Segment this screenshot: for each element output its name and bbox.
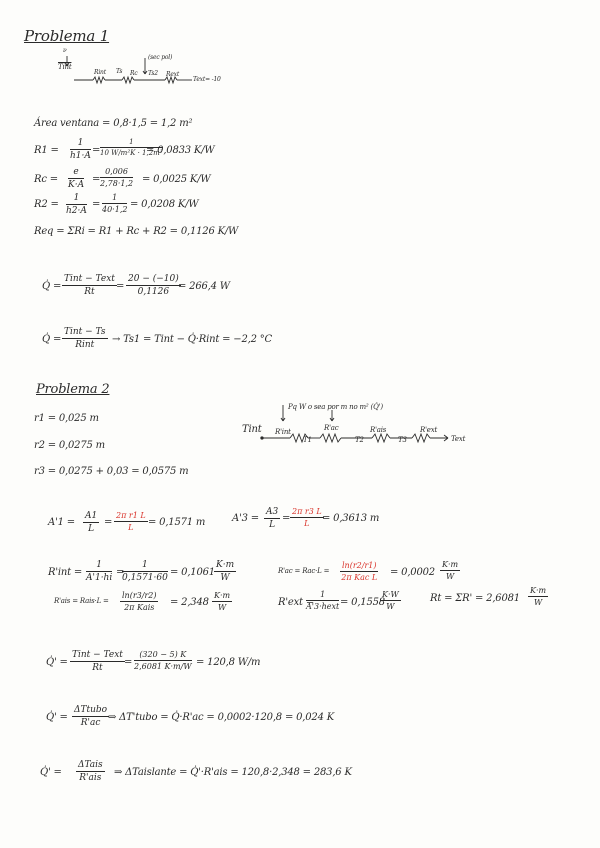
circuit-1-q-in: ν — [63, 47, 67, 54]
p2-a3-substitution: $\frac{\text{2π r3 L}}{L}$ — [292, 507, 322, 528]
p1-r1-formula: $\frac{1}{h1\cdot A}$ — [70, 138, 91, 161]
p2-rint-label: R'int = — [48, 567, 83, 578]
p2-r2: r2 = 0,0275 m — [34, 440, 105, 451]
p2-q-formula: Tint − Text Rt — [72, 650, 123, 673]
p1-rc-substitution: $\frac{0,006}{2,78\cdot 1,2}$ — [100, 167, 134, 188]
p2-rext-formula: 1 A'3·hext — [306, 590, 340, 611]
circuit-2-node-rais: R'ais — [370, 426, 387, 434]
p1-q2-result: → Ts1 = Tint − Q̇·Rint = −2,2 °C — [112, 334, 273, 345]
p1-rc-label: Rc = — [34, 174, 58, 185]
p1-q2-formula: Tint − Ts Rint — [64, 327, 106, 350]
circuit-2-node-rint: R'int — [275, 428, 291, 436]
p2-q3-label: Q̇' = — [40, 767, 62, 778]
p2-rext-unit: $\frac{K\cdot W}{W}$ — [382, 590, 399, 611]
p2-q-value: = 120,8 W/m — [196, 657, 261, 668]
p1-q-value: = 266,4 W — [178, 281, 230, 292]
p2-rint-unit: $\frac{K\cdot m}{W}$ — [216, 560, 235, 583]
p2-rac-unit: $\frac{K\cdot m}{W}$ — [442, 560, 459, 581]
p2-rac-formula: ln(r2/r1) 2π Kac L — [341, 561, 378, 582]
p2-a3-value: = 0,3613 m — [322, 513, 380, 524]
p2-q3-formula: ΔTais R'ais — [78, 760, 103, 783]
p2-a1-value: = 0,1571 m — [148, 517, 206, 528]
circuit-1-node-rext: Rext — [166, 71, 180, 78]
p1-q-label: Q̇ = — [42, 281, 62, 292]
p2-a1-label: A'1 = — [48, 517, 75, 528]
p2-rt: Rt = ΣR' = 2,6081 — [430, 593, 520, 604]
circuit-1-node-ts: Ts — [116, 68, 123, 75]
p2-q3-result: ⇒ ΔTaislante = Q̇'·R'ais = 120,8·2,348 = 283,6 K — [114, 767, 352, 778]
p2-rais-value: = 2,348 — [170, 597, 209, 608]
p2-rt-unit: $\frac{K\cdot m}{W}$ — [530, 586, 547, 607]
circuit-2-node-t3: T3 — [398, 436, 407, 444]
circuit-2-t-int: Tint — [242, 424, 262, 435]
p2-rint-substitution: $\frac{1}{0,1571\cdot 60}$ — [122, 560, 168, 583]
p1-r2-formula: $\frac{1}{h2\cdot A}$ — [66, 193, 87, 216]
circuit-2-t-ext: Text — [451, 435, 466, 443]
circuit-1-node-rc: Rc — [130, 70, 138, 77]
p2-r1: r1 = 0,025 m — [34, 413, 99, 424]
p2-rint-formula: $\frac{1}{A'1\cdot hi}$ — [86, 560, 113, 583]
p2-q2-label: Q̇' = — [46, 712, 68, 723]
problem-2-title: Problema 2 — [36, 382, 110, 397]
p2-rac-label: R'ac = Rac·L = — [278, 567, 330, 575]
circuit-1-t-ext: Text= -10 — [193, 76, 221, 83]
circuit-1-node-ts2: Ts2 — [148, 70, 158, 77]
p2-rais-label: R'ais = Rais·L = — [54, 597, 109, 605]
circuit-2-node-t2: T2 — [355, 436, 364, 444]
p2-rext-value: = 0,1558 — [340, 597, 385, 608]
p2-rais-formula: ln(r3/r2) 2π Kais — [122, 591, 157, 612]
p2-q-label: Q̇' = — [46, 657, 68, 668]
p2-rint-value: = 0,1061 — [170, 567, 215, 578]
p1-rc-formula: $\frac{e}{K\cdot A}$ — [68, 167, 85, 190]
p1-req: Req = ΣRi = R1 + Rc + R2 = 0,1126 K/W — [34, 226, 239, 237]
p1-r2-label: R2 = — [34, 199, 59, 210]
p2-q2-result: ⇒ ΔT'tubo = Q̇·R'ac = 0,0002·120,8 = 0,024 K — [108, 712, 334, 723]
p1-rc-value: = 0,0025 K/W — [142, 174, 211, 185]
p2-a1-substitution: $\frac{\text{2π r1 L}}{L}$ — [116, 511, 146, 532]
p2-a1-formula: $\frac{A1}{L}$ — [85, 511, 98, 534]
p1-r2-substitution: $\frac{1}{40\cdot 1,2}$ — [102, 193, 128, 214]
p1-q2-label: Q̇ = — [42, 334, 62, 345]
circuit-2-note: Pq W o sea por m no m² (Q̇') — [288, 403, 383, 411]
p2-a3-label: A'3 = — [232, 513, 259, 524]
handwritten-page: Problema 1 ν Tint (sec pol) Rint Ts Rc Ts2 Rext Text= -10 Área ventana = 0,8·1,5 = 1,2 m² R1 = $\frac{1}{h1\cdot A}$ = $\frac{1}{\text{10 W/m²K · 1,2m²}}$ = 0,0833 K/W Rc = $\frac{e}{K\cdot A}$ = $\frac{0,006}{2,78\cdot 1,2}$ = 0,0025 K/W R2 = $\frac{1}{h2\cdot A}$ = $\frac{1}{40\cdot 1,2}$ = 0,0208 K/W Req = ΣRi = R1 + Rc + R2 = 0,1126 K/W Q̇ = Tint − Text Rt = $\frac{20 - (-10)}{0,1126}$ = 266,4 W Q̇ = Tint − Ts Rint → Ts1 = Tint − Q̇·Rint = −2,2 °C Problema 2 r1 = 0,025 m r2 = 0,0275 m r3 = 0,0275 + 0,03 = 0,0575 m Pq W o sea por m no m² (Q̇') Tint R'int T1 R'ac T2 R'ais T3 R'ext Text A'1 = $\frac{A1}{L}$ = $\frac{\text{2π r1 L}}{L}$ = 0,1571 m A'3 = $\frac{A3}{L}$ = $\frac{\text{2π r3 L}}{L}$ = 0,3613 m R'int = $\frac{1}{A'1\cdot hi}$ = $\frac{1}{0,1571\cdot 60}$ = 0,1061 $\frac{K\cdot m}{W}$ R'ac = Rac·L = ln(r2/r1) 2π Kac L = 0,0002 $\frac{K\cdot m}{W}$ R'ais = Rais·L = ln(r3/r2) 2π Kais = 2,348 $\frac{K\cdot m}{W}$ R'ext = 1 A'3·hext = 0,1558 $\frac{K\cdot W}{W}$ Rt = ΣR' = 2,6081 $\frac{K\cdot m}{W}$ Q̇' = Tint − Text Rt = $\frac{(320 - 5) K}{2,6081 K\cdot m/W}$ = 120,8 W/m Q̇' = ΔTtubo R'ac ⇒ ΔT'tubo = Q̇·R'ac = 0,0002·120,8 = 0,024 K Q̇' = ΔTais R'ais ⇒ ΔTaislante = Q̇'·R'ais = 120,8·2,348 = 283,6 K — [0, 0, 600, 848]
p1-r2-value: = 0,0208 K/W — [130, 199, 199, 210]
p2-rais-unit: $\frac{K\cdot m}{W}$ — [214, 591, 231, 612]
p1-r1-value: = 0,0833 K/W — [146, 145, 215, 156]
p1-q-substitution: $\frac{20 - (-10)}{0,1126}$ — [128, 274, 179, 297]
circuit-1-sec-pol: (sec pol) — [148, 54, 173, 61]
circuit-2-node-rac: R'ac — [324, 424, 339, 432]
p2-r3: r3 = 0,0275 + 0,03 = 0,0575 m — [34, 466, 189, 477]
problem-1-title: Problema 1 — [24, 27, 110, 45]
p2-rext-label: R'ext = — [278, 597, 315, 608]
circuit-2-node-t1: T1 — [303, 436, 312, 444]
p1-q-formula: Tint − Text Rt — [64, 274, 115, 297]
p2-a3-formula: $\frac{A3}{L}$ — [266, 507, 279, 530]
p2-q2-formula: ΔTtubo R'ac — [74, 705, 108, 728]
circuit-2-node-rext: R'ext — [420, 426, 438, 434]
circuit-1-t-int: Tint — [58, 63, 72, 71]
p1-area-window: Área ventana = 0,8·1,5 = 1,2 m² — [34, 118, 193, 129]
p2-q-substitution: $\frac{(320 - 5) K}{2,6081 K\cdot m/W}$ — [134, 650, 192, 671]
p2-rac-value: = 0,0002 — [390, 567, 435, 578]
p1-r1-label: R1 = — [34, 145, 59, 156]
p1-r1-substitution: $\frac{1}{\text{10 W/m²K · 1,2m²}}$ — [100, 138, 163, 157]
circuit-1-node-rint: Rint — [94, 69, 106, 76]
